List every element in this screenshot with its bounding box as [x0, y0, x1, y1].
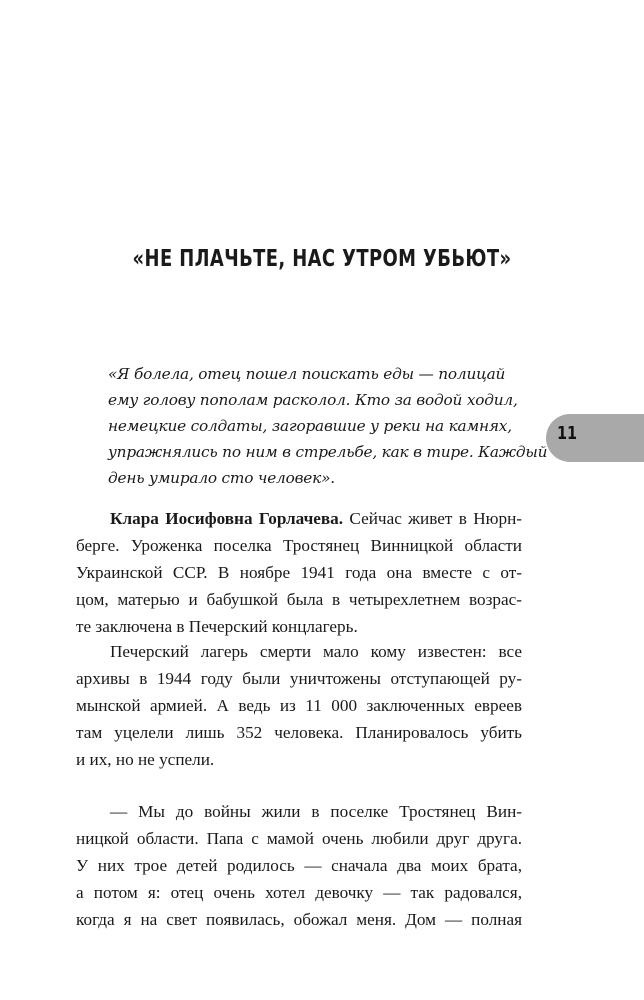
paragraph-line: там уцелели лишь 352 человека. Планировалось убить — [76, 723, 522, 742]
paragraph-testimony — [76, 798, 522, 933]
epigraph — [108, 361, 548, 491]
paragraph-line: У них трое детей родилось — сначала два моих брата, — [76, 856, 522, 875]
paragraph-line: те заключена в Печерский концлагерь. — [76, 617, 358, 636]
paragraph-camp — [76, 638, 522, 773]
paragraph-line: ницкой области. Папа с мамой очень любили друг друга. — [76, 829, 522, 848]
person-name: Клара Иосифовна Горлачева. — [110, 509, 344, 528]
epigraph-line: упражнялись по ним в стрельбе, как в тире. Каждый — [108, 443, 548, 461]
paragraph-line: — Мы до войны жили в поселке Тростянец Вин- — [110, 802, 522, 821]
epigraph-line: ему голову пополам расколол. Кто за водой ходил, — [108, 391, 518, 409]
paragraph-intro — [76, 505, 522, 640]
epigraph-line: день умирало сто человек». — [108, 469, 335, 487]
chapter-title: «НЕ ПЛАЧЬТЕ, НАС УТРОМ УБЬЮТ» — [132, 246, 512, 272]
paragraph-line: берге. Уроженка поселка Тростянец Винницкой области — [76, 536, 522, 555]
epigraph-line: «Я болела, отец пошел поискать еды — полицай — [108, 365, 506, 383]
page-number: 11 — [557, 423, 578, 444]
paragraph-line: Печерский лагерь смерти мало кому известен: все — [110, 642, 522, 661]
paragraph-line — [76, 505, 522, 532]
paragraph-text: Сейчас живет в Нюрн- — [343, 509, 522, 528]
paragraph-line: когда я на свет появилась, обожал меня. Дом — полная — [76, 910, 522, 929]
epigraph-line: немецкие солдаты, загоравшие у реки на камнях, — [108, 417, 512, 435]
paragraph-line: Украинской ССР. В ноябре 1941 года она вместе с от- — [76, 563, 522, 582]
paragraph-line: цом, матерью и бабушкой была в четырехлетнем возрас- — [76, 590, 522, 609]
paragraph-line: а потом я: отец очень хотел девочку — так радовался, — [76, 883, 522, 902]
paragraph-line: архивы в 1944 году были уничтожены отступающей ру- — [76, 669, 522, 688]
paragraph-line: и их, но не успели. — [76, 750, 215, 769]
paragraph-line: мынской армией. А ведь из 11 000 заключенных евреев — [76, 696, 522, 715]
